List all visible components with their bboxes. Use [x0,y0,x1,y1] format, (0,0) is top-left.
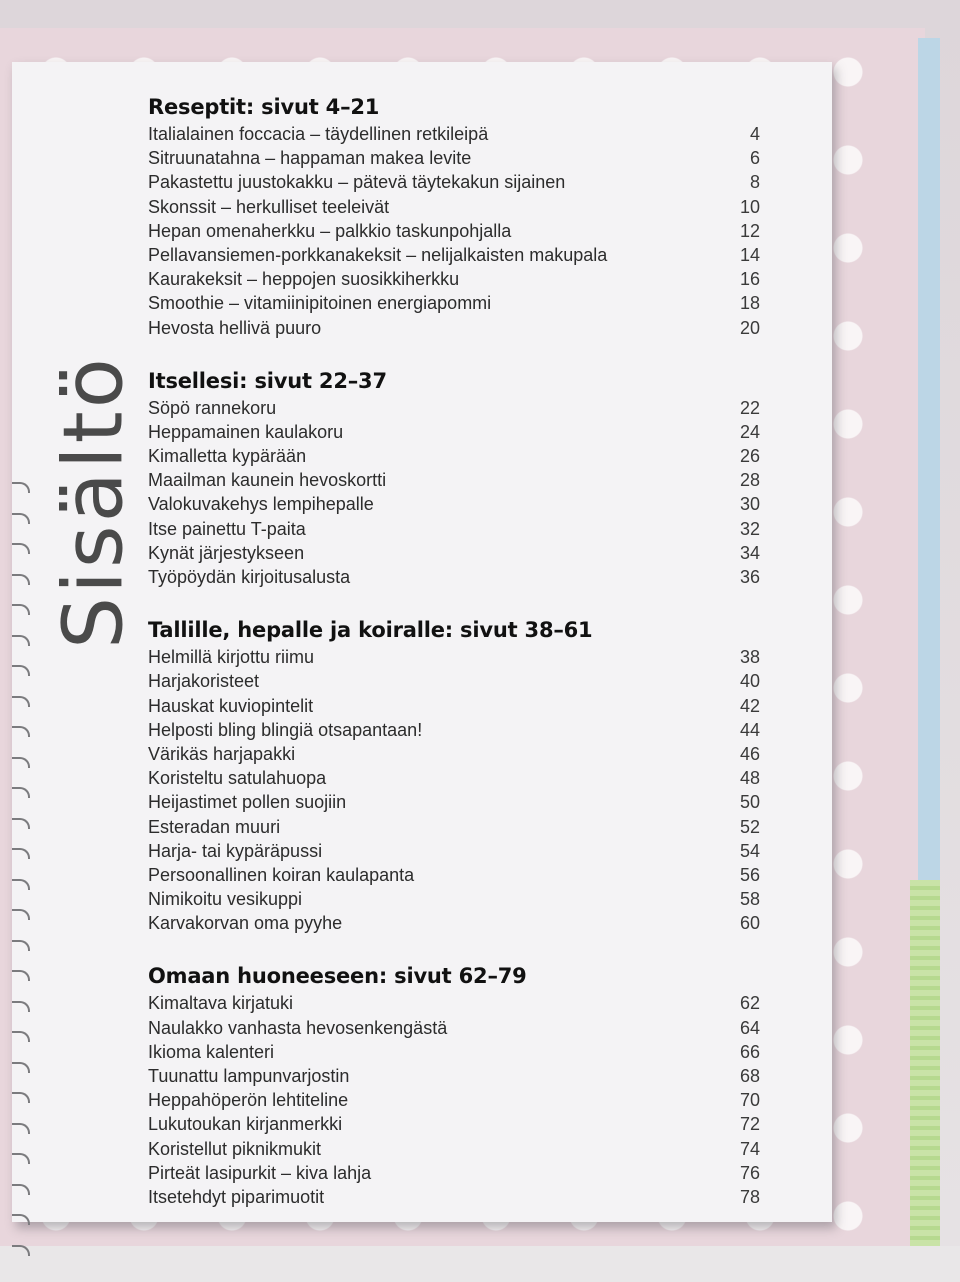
spiral-ring [12,848,30,859]
entry-page-number: 36 [739,567,760,587]
entry-title: Valokuvakehys lempihepalle [148,494,374,515]
spiral-ring [12,818,30,829]
entry-page-number: 24 [739,421,760,442]
entry-title: Helmillä kirjottu riimu [148,647,315,668]
spiral-ring [12,1214,30,1225]
entry-title: Heppahöperön lehtiteline [148,1090,349,1111]
entry-page-number: 64 [739,1017,760,1038]
toc-entry [148,517,760,541]
entry-page-number: 38 [739,647,760,668]
entry-page-number: 48 [739,768,760,789]
spiral-ring [12,879,30,890]
entry-page-number: 32 [739,518,760,539]
entry-page-number: 8 [749,172,760,193]
entry-title: Värikäs harjapakki [148,743,296,764]
spiral-ring [12,726,30,737]
entry-title: Koristellut piknikmukit [148,1138,322,1159]
entry-page-number: 56 [739,864,760,885]
entry-title: Naulakko vanhasta hevosenkengästä [148,1017,448,1038]
toc-section [148,961,760,1209]
spiral-ring [12,665,30,676]
entry-page-number: 50 [739,792,760,813]
toc-entry [148,991,760,1015]
entry-page-number: 6 [749,148,760,169]
toc-entry [148,1185,760,1209]
toc-entry [148,766,760,790]
table-of-contents [148,92,760,1209]
spiral-ring [12,1245,30,1256]
entry-page-number: 54 [739,840,760,861]
spiral-ring [12,1031,30,1042]
entry-title: Koristeltu satulahuopa [148,768,327,789]
entry-title: Kaurakeksit – heppojen suosikkiherkku [148,269,460,290]
entry-title: Nimikoitu vesikuppi [148,889,303,910]
entry-page-number: 16 [739,269,760,290]
toc-entry [148,291,760,315]
toc-entry [148,815,760,839]
entry-title: Maailman kaunein hevoskortti [148,470,387,491]
spiral-ring [12,696,30,707]
toc-entry [148,694,760,718]
toc-entry [148,1112,760,1136]
entry-page-number: 78 [739,1186,760,1207]
spiral-binding [12,482,34,1282]
entry-title: Söpö rannekoru [148,397,277,418]
spiral-ring [12,482,30,493]
toc-entry [148,742,760,766]
spiral-ring [12,940,30,951]
entry-page-number: 68 [739,1066,760,1086]
entry-page-number: 58 [739,889,760,910]
toc-entry [148,1161,760,1185]
section-heading: Itsellesi: sivut 22–37 [148,368,387,393]
entry-title: Skonssit – herkulliset teeleivät [148,196,390,217]
entry-title: Smoothie – vitamiinipitoinen energiapommi [148,293,492,314]
toc-entry [148,444,760,468]
entry-title: Lukutoukan kirjanmerkki [148,1114,343,1135]
entry-title: Hauskat kuviopintelit [148,695,314,716]
entry-page-number: 4 [749,124,760,144]
entry-title: Heijastimet pollen suojiin [148,792,347,813]
entry-page-number: 76 [739,1162,760,1183]
toc-section [148,92,760,340]
spiral-ring [12,1001,30,1012]
entry-page-number: 66 [739,1041,760,1062]
blue-page-edge [918,38,940,898]
entry-title: Pellavansiemen-porkkanakeksit – nelijalkaisten makupala [148,244,608,265]
toc-entry [148,669,760,693]
toc-entry [148,1064,760,1088]
spiral-ring [12,513,30,524]
section-gap [148,589,760,615]
toc-entry [148,195,760,219]
toc-section [148,366,760,590]
entry-title: Persoonallinen koiran kaulapanta [148,864,415,885]
entry-title: Harjakoristeet [148,671,260,692]
entry-title: Karvakorvan oma pyyhe [148,913,343,934]
spiral-ring [12,1184,30,1195]
spiral-ring [12,1062,30,1073]
entry-title: Pakastettu juustokakku – pätevä täytekakun sijainen [148,172,566,193]
spiral-ring [12,1092,30,1103]
toc-entry [148,863,760,887]
spiral-ring [12,574,30,585]
entry-title: Hepan omenaherkku – palkkio taskunpohjalla [148,220,512,241]
toc-entry [148,468,760,492]
toc-entry [148,790,760,814]
entry-page-number: 26 [739,446,760,467]
entry-page-number: 20 [739,317,760,338]
entry-title: Kynät järjestykseen [148,542,305,563]
entry-page-number: 40 [739,671,760,692]
toc-entry [148,243,760,267]
section-heading: Reseptit: sivut 4–21 [148,95,380,119]
entry-page-number: 34 [739,542,760,563]
toc-entry [148,645,760,669]
toc-entry [148,420,760,444]
entry-page-number: 18 [739,293,760,314]
toc-entry [148,718,760,742]
entry-page-number: 22 [739,397,760,418]
entry-page-number: 28 [739,470,760,491]
toc-entry [148,1137,760,1161]
toc-entry [148,219,760,243]
contents-title: Sisältö [46,355,142,649]
spiral-ring [12,1123,30,1134]
entry-title: Hevosta hellivä puuro [148,317,322,338]
toc-entry [148,911,760,935]
entry-title: Esteradan muuri [148,816,281,837]
spiral-ring [12,604,30,615]
entry-title: Kimaltava kirjatuki [148,993,294,1014]
entry-page-number: 60 [739,913,760,934]
entry-page-number: 14 [739,244,760,265]
entry-page-number: 46 [739,743,760,764]
toc-entry [148,565,760,589]
entry-page-number: 12 [739,220,760,241]
entry-title: Harja- tai kypäräpussi [148,840,323,861]
entry-title: Helposti bling blingiä otsapantaan! [148,719,423,740]
section-heading: Omaan huoneeseen: sivut 62–79 [148,964,527,989]
toc-entry [148,146,760,170]
toc-entry [148,1016,760,1040]
entry-page-number: 72 [739,1114,760,1135]
spiral-ring [12,909,30,920]
toc-entry [148,267,760,291]
toc-entry [148,541,760,565]
toc-entry [148,1040,760,1064]
toc-entry [148,887,760,911]
entry-page-number: 30 [739,494,760,515]
spiral-ring [12,757,30,768]
entry-title: Itse painettu T-paita [148,518,306,539]
entry-page-number: 10 [739,196,760,217]
toc-entry [148,839,760,863]
entry-title: Heppamainen kaulakoru [148,421,344,442]
toc-entry [148,1088,760,1112]
spiral-ring [12,787,30,798]
spiral-ring [12,1153,30,1164]
entry-page-number: 42 [739,695,760,716]
spiral-ring [12,543,30,554]
toc-entry [148,122,760,146]
entry-page-number: 52 [739,816,760,837]
entry-title: Pirteät lasipurkit – kiva lahja [148,1162,372,1183]
entry-page-number: 70 [739,1090,760,1111]
entry-page-number: 62 [739,993,760,1014]
section-gap [148,935,760,961]
section-gap [148,340,760,366]
entry-title: Ikioma kalenteri [148,1041,275,1062]
toc-entry [148,492,760,516]
toc-section [148,615,760,935]
entry-title: Tuunattu lampunvarjostin [148,1066,350,1086]
toc-entry [148,396,760,420]
entry-page-number: 44 [739,719,760,740]
section-heading: Tallille, hepalle ja koiralle: sivut 38–61 [148,618,593,643]
toc-entry [148,316,760,340]
toc-entry [148,170,760,194]
green-striped-page-edge [910,880,940,1246]
entry-page-number: 74 [739,1138,760,1159]
spiral-ring [12,970,30,981]
entry-title: Itsetehdyt piparimuotit [148,1186,325,1207]
spiral-ring [12,635,30,646]
entry-title: Kimalletta kypärään [148,446,307,467]
entry-title: Sitruunatahna – happaman makea levite [148,148,472,169]
entry-title: Italialainen foccacia – täydellinen retkileipä [148,124,489,144]
entry-title: Työpöydän kirjoitusalusta [148,567,351,587]
